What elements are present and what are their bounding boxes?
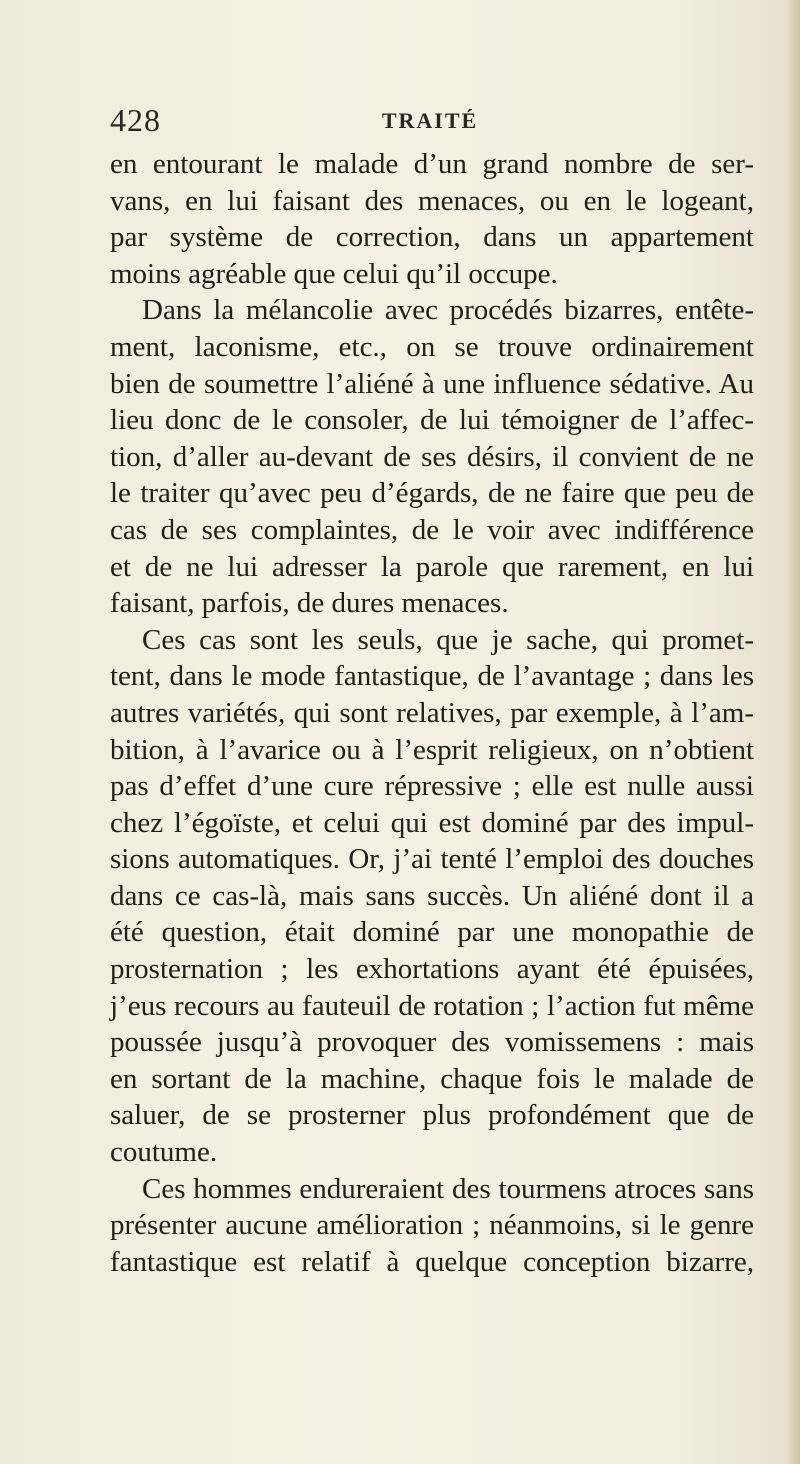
text-line: bition, à l’avarice ou à l’esprit religieux, on n’obtient <box>110 733 754 766</box>
text-line: prosternation ; les exhortations ayant été épuisées, <box>110 953 754 986</box>
paragraph-start-line: Ces cas sont les seuls, que je sache, qui promet- <box>142 623 754 656</box>
text-line: en sortant de la machine, chaque fois le malade de <box>110 1062 754 1095</box>
text-line: fantastique est relatif à quelque conception bizarre, <box>110 1245 754 1278</box>
text-line: vans, en lui faisant des menaces, ou en le logeant, <box>110 184 754 217</box>
text-line: par système de correction, dans un appartement <box>110 221 754 254</box>
text-line: tent, dans le mode fantastique, de l’avantage ; dans les <box>110 660 754 693</box>
text-line: présenter aucune amélioration ; néanmoins, si le genre <box>110 1209 754 1242</box>
text-line: bien de soumettre l’aliéné à une influence sédative. Au <box>110 367 754 400</box>
page-edge-shadow <box>786 0 800 1464</box>
text-line: moins agréable que celui qu’il occupe. <box>110 257 558 290</box>
text-line: poussée jusqu’à provoquer des vomissemens : mais <box>110 1026 754 1059</box>
text-line: saluer, de se prosterner plus profondément que de <box>110 1099 754 1132</box>
text-line: j’eus recours au fauteuil de rotation ; l’action fut même <box>110 989 754 1022</box>
text-line: coutume. <box>110 1136 218 1169</box>
text-line: été question, était dominé par une monopathie de <box>110 916 754 949</box>
text-line: le traiter qu’avec peu d’égards, de ne faire que peu de <box>110 477 754 510</box>
text-line: dans ce cas-là, mais sans succès. Un aliéné dont il a <box>110 879 754 912</box>
text-line: cas de ses complaintes, de le voir avec indifférence <box>110 513 754 546</box>
running-head <box>110 86 750 146</box>
body-text <box>110 146 754 1280</box>
text-line: pas d’effet d’une cure répressive ; elle est nulle aussi <box>110 770 754 803</box>
text-line: lieu donc de le consoler, de lui témoigner de l’affec- <box>110 404 754 437</box>
text-line: faisant, parfois, de dures menaces. <box>110 587 509 620</box>
paragraph-start-line: Dans la mélancolie avec procédés bizarres, entête- <box>142 294 754 327</box>
text-line: chez l’égoïste, et celui qui est dominé par des impul- <box>110 806 754 839</box>
text-line: et de ne lui adresser la parole que rarement, en lui <box>110 550 754 583</box>
text-line: autres variétés, qui sont relatives, par exemple, à l’am- <box>110 696 754 729</box>
running-title: TRAITÉ <box>381 108 479 133</box>
page-number: 428 <box>110 102 161 138</box>
text-line: sions automatiques. Or, j’ai tenté l’emploi des douches <box>110 843 754 876</box>
text-line: ment, laconisme, etc., on se trouve ordinairement <box>110 330 754 363</box>
text-line: en entourant le malade d’un grand nombre de ser- <box>110 148 754 180</box>
text-line: tion, d’aller au-devant de ses désirs, il convient de ne <box>110 440 754 473</box>
paragraph-start-line: Ces hommes endureraient des tourmens atroces sans <box>142 1172 754 1205</box>
